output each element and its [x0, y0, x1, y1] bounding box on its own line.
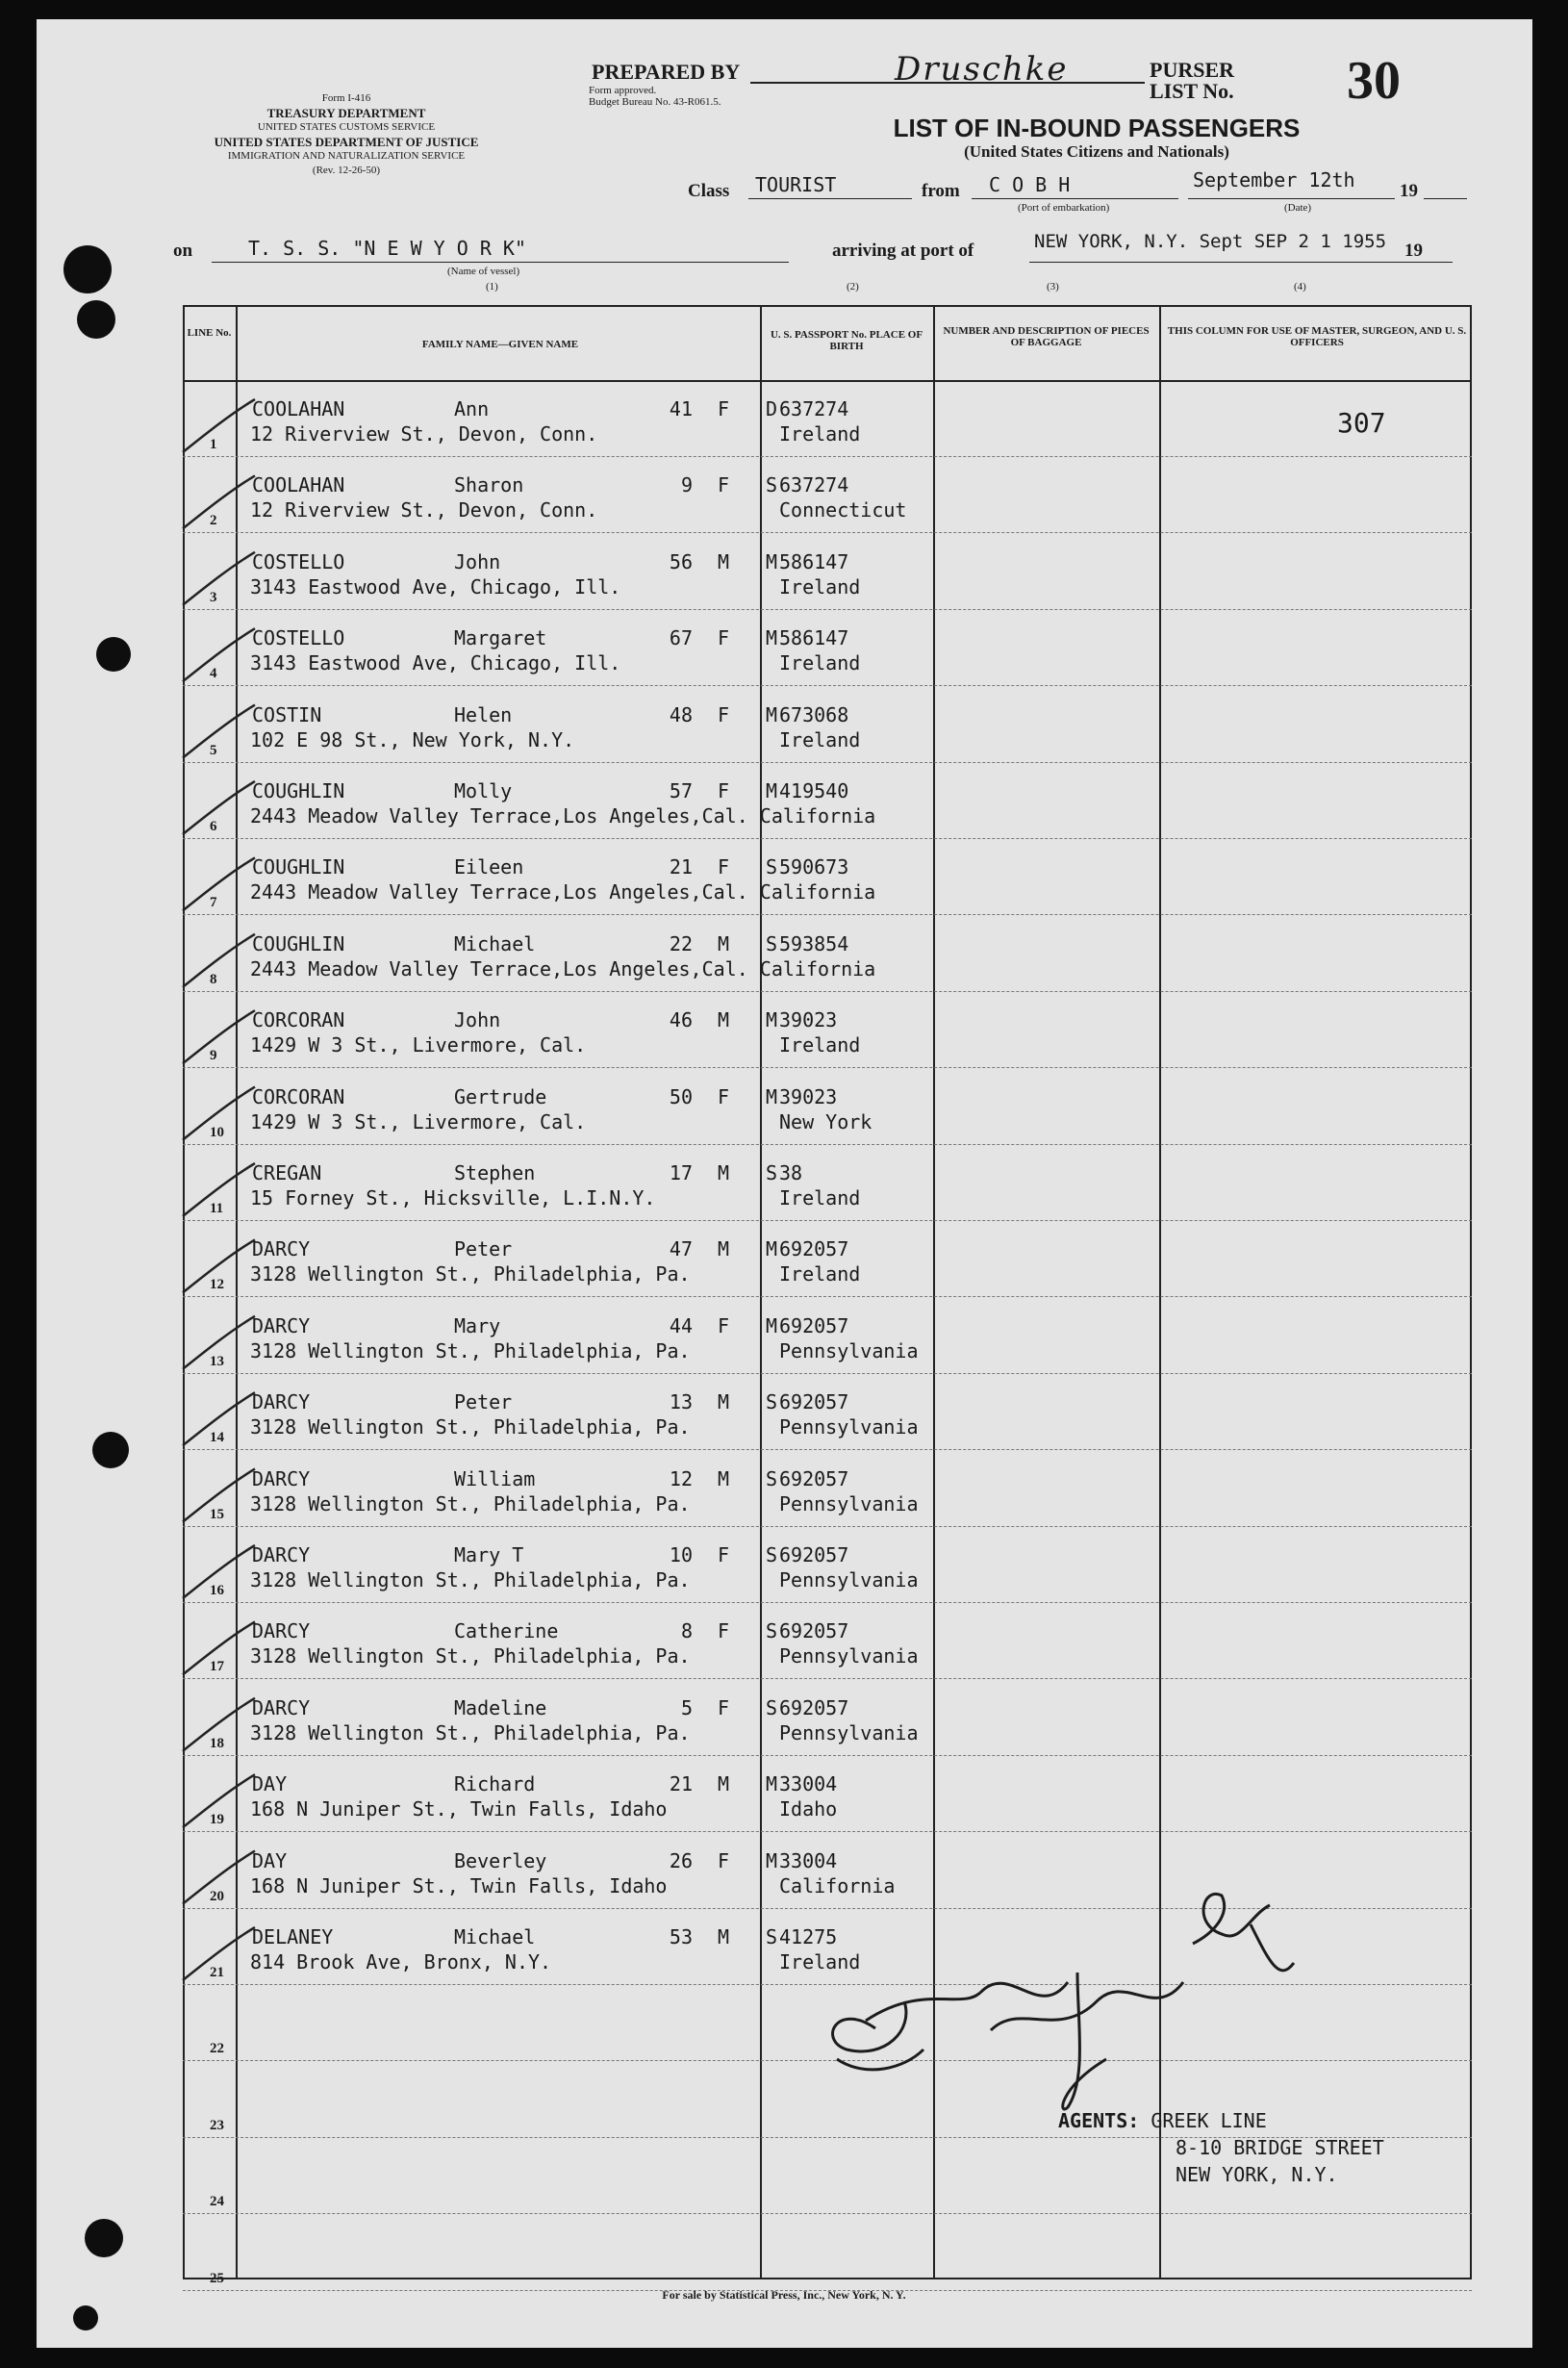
- row-passport: 692057: [779, 1543, 849, 1566]
- row-age: 17: [669, 1161, 693, 1184]
- row-given: Gertrude: [454, 1084, 547, 1108]
- check-mark: [183, 1774, 255, 1827]
- year-suffix: 19: [1404, 241, 1423, 261]
- prepared-by-signature: Druschke: [895, 50, 1069, 89]
- row-address: 1429 W 3 St., Livermore, Cal.: [250, 1109, 587, 1133]
- check-mark: [183, 1087, 255, 1140]
- check-mark: [183, 1698, 255, 1751]
- row-line-number: 16: [210, 1583, 224, 1598]
- check-mark: [183, 1163, 255, 1216]
- row-birth: Ireland: [779, 1950, 861, 1973]
- row-given: Sharon: [454, 473, 524, 497]
- customs-service: UNITED STATES CUSTOMS SERVICE: [257, 121, 436, 133]
- row-birth: Ireland: [779, 574, 861, 598]
- row-line-number: 24: [210, 2194, 224, 2210]
- class-label: Class: [688, 181, 730, 201]
- row-birth: Pennsylvania: [779, 1568, 919, 1591]
- row-marital: S: [766, 1161, 778, 1184]
- row-given: Peter: [454, 1237, 513, 1261]
- row-birth: Ireland: [779, 727, 861, 751]
- date-caption: (Date): [1284, 202, 1312, 214]
- row-line-number: 18: [210, 1735, 224, 1751]
- row-line-number: 11: [210, 1201, 224, 1216]
- row-passport: 39023: [779, 1084, 838, 1108]
- row-address: 3128 Wellington St., Philadelphia, Pa.: [250, 1568, 691, 1591]
- row-marital: S: [766, 1925, 778, 1948]
- row-sex: M: [718, 1925, 730, 1948]
- form-number: Form I-416: [321, 92, 371, 104]
- row-age: 56: [669, 549, 693, 573]
- row-marital: M: [766, 1237, 778, 1261]
- row-sex: F: [718, 473, 730, 497]
- row-age: 46: [669, 1008, 693, 1032]
- row-line-number: 15: [210, 1506, 224, 1522]
- row-marital: S: [766, 1543, 778, 1566]
- row-marital: M: [766, 626, 778, 650]
- row-birth: Ireland: [779, 1262, 861, 1286]
- row-marital: S: [766, 1695, 778, 1719]
- row-birth: Connecticut: [779, 498, 907, 522]
- row-family: DARCY: [252, 1237, 311, 1261]
- row-sex: F: [718, 1848, 730, 1872]
- row-marital: S: [766, 1466, 778, 1490]
- row-line-number: 20: [210, 1888, 224, 1904]
- row-family: COSTIN: [252, 702, 322, 726]
- row-given: Michael: [454, 931, 536, 955]
- row-birth: Ireland: [779, 422, 861, 446]
- arrival-value: NEW YORK, N.Y. Sept SEP 2 1 1955: [1034, 231, 1387, 252]
- year-prefix: 19: [1400, 181, 1418, 201]
- row-passport: 419540: [779, 779, 849, 802]
- row-family: DAY: [252, 1848, 288, 1872]
- row-passport: 692057: [779, 1313, 849, 1337]
- row-address: 2443 Meadow Valley Terrace,Los Angeles,Cal. California: [250, 956, 876, 980]
- row-line-number: 3: [210, 589, 217, 605]
- row-given: Ann: [454, 397, 490, 420]
- row-line-number: 21: [210, 1965, 224, 1980]
- row-sex: F: [718, 626, 730, 650]
- row-given: Peter: [454, 1390, 513, 1414]
- row-address: 15 Forney St., Hicksville, L.I.N.Y.: [250, 1186, 656, 1209]
- row-sex: F: [718, 1619, 730, 1643]
- row-marital: M: [766, 1084, 778, 1108]
- row-marital: M: [766, 1008, 778, 1032]
- row-birth: Ireland: [779, 651, 861, 675]
- row-age: 9: [680, 473, 693, 497]
- row-passport: 692057: [779, 1390, 849, 1414]
- row-age: 10: [669, 1543, 693, 1566]
- row-family: CORCORAN: [252, 1008, 345, 1032]
- row-family: CREGAN: [252, 1161, 322, 1184]
- row-family: COSTELLO: [252, 626, 345, 650]
- row-line-number: 12: [210, 1277, 224, 1293]
- row-line-number: 10: [210, 1124, 224, 1140]
- check-mark: [183, 1545, 255, 1598]
- row-age: 50: [669, 1084, 693, 1108]
- row-note: 307: [1337, 407, 1386, 439]
- row-birth: Idaho: [779, 1797, 838, 1821]
- header-name: FAMILY NAME—GIVEN NAME: [421, 339, 579, 350]
- row-passport: 33004: [779, 1848, 838, 1872]
- row-family: COOLAHAN: [252, 397, 345, 420]
- row-address: 3143 Eastwood Ave, Chicago, Ill.: [250, 651, 621, 675]
- date-value: September 12th: [1193, 168, 1355, 191]
- page-subtitle: (United States Citizens and Nationals): [964, 142, 1229, 161]
- row-given: John: [454, 549, 501, 573]
- row-sex: F: [718, 779, 730, 802]
- header-line-no: LINE No.: [187, 327, 232, 339]
- row-family: COUGHLIN: [252, 855, 345, 879]
- check-mark: [183, 1469, 255, 1522]
- row-passport: 41275: [779, 1925, 838, 1948]
- row-sex: F: [718, 702, 730, 726]
- row-marital: S: [766, 1390, 778, 1414]
- row-family: DARCY: [252, 1543, 311, 1566]
- purser-label: PURSER: [1150, 58, 1235, 82]
- row-age: 57: [669, 779, 693, 802]
- row-age: 44: [669, 1313, 693, 1337]
- row-address: 12 Riverview St., Devon, Conn.: [250, 422, 598, 446]
- col2-caption: (2): [847, 281, 859, 293]
- header-passport: U. S. PASSPORT No. PLACE OF BIRTH: [770, 329, 923, 352]
- row-birth: New York: [779, 1109, 873, 1133]
- form-approved-text: Form approved.: [589, 85, 657, 96]
- row-family: COOLAHAN: [252, 473, 345, 497]
- row-given: Eileen: [454, 855, 524, 879]
- row-age: 12: [669, 1466, 693, 1490]
- row-marital: S: [766, 931, 778, 955]
- row-sex: F: [718, 397, 730, 420]
- row-passport: 692057: [779, 1695, 849, 1719]
- row-age: 21: [669, 1772, 693, 1796]
- row-line-number: 17: [210, 1659, 224, 1675]
- arriving-label: arriving at port of: [832, 241, 974, 261]
- check-mark: [183, 705, 255, 758]
- class-value: TOURIST: [755, 173, 837, 196]
- check-mark: [183, 399, 255, 452]
- row-sex: M: [718, 1466, 730, 1490]
- on-label: on: [173, 241, 193, 261]
- row-marital: M: [766, 1772, 778, 1796]
- row-line-number: 25: [210, 2270, 224, 2286]
- row-address: 3128 Wellington St., Philadelphia, Pa.: [250, 1644, 691, 1668]
- row-address: 2443 Meadow Valley Terrace,Los Angeles,Cal. California: [250, 880, 876, 904]
- row-passport: 692057: [779, 1619, 849, 1643]
- row-sex: F: [718, 1313, 730, 1337]
- check-mark: [183, 1392, 255, 1445]
- row-passport: 38: [779, 1161, 803, 1184]
- officer-signature: [833, 1894, 1294, 2109]
- row-given: Molly: [454, 779, 513, 802]
- check-mark: [183, 1010, 255, 1063]
- row-age: 48: [669, 702, 693, 726]
- agents-line1: GREEK LINE: [1151, 2109, 1267, 2132]
- row-family: CORCORAN: [252, 1084, 345, 1108]
- col3-caption: (3): [1047, 281, 1059, 293]
- row-marital: M: [766, 779, 778, 802]
- row-family: COUGHLIN: [252, 931, 345, 955]
- dept-justice: UNITED STATES DEPARTMENT OF JUSTICE: [214, 135, 479, 149]
- list-number: 30: [1347, 51, 1401, 111]
- row-given: Michael: [454, 1925, 536, 1948]
- col1-caption: (1): [486, 281, 498, 293]
- row-passport: 692057: [779, 1466, 849, 1490]
- row-address: 1429 W 3 St., Livermore, Cal.: [250, 1033, 587, 1057]
- dept-treasury: TREASURY DEPARTMENT: [266, 106, 426, 120]
- row-passport: 590673: [779, 855, 849, 879]
- row-marital: D: [766, 397, 778, 420]
- check-mark: [183, 934, 255, 987]
- row-given: Catherine: [454, 1619, 559, 1643]
- row-line-number: 9: [210, 1048, 217, 1064]
- row-line-number: 5: [210, 742, 217, 758]
- row-sex: F: [718, 1695, 730, 1719]
- row-sex: F: [718, 855, 730, 879]
- row-age: 67: [669, 626, 693, 650]
- row-sex: F: [718, 1084, 730, 1108]
- row-line-number: 19: [210, 1812, 224, 1828]
- row-marital: M: [766, 549, 778, 573]
- row-line-number: 22: [210, 2041, 224, 2057]
- check-mark: [183, 1851, 255, 1904]
- row-address: 3128 Wellington St., Philadelphia, Pa.: [250, 1720, 691, 1744]
- row-passport: 637274: [779, 473, 849, 497]
- row-birth: Ireland: [779, 1186, 861, 1209]
- row-passport: 593854: [779, 931, 849, 955]
- row-line-number: 1: [210, 437, 217, 452]
- check-mark: [183, 781, 255, 834]
- row-passport: 33004: [779, 1772, 838, 1796]
- row-family: DELANEY: [252, 1925, 334, 1948]
- from-value: C O B H: [989, 173, 1071, 196]
- row-address: 3128 Wellington St., Philadelphia, Pa.: [250, 1491, 691, 1515]
- row-sex: M: [718, 1772, 730, 1796]
- row-address: 3128 Wellington St., Philadelphia, Pa.: [250, 1338, 691, 1362]
- row-marital: M: [766, 1848, 778, 1872]
- row-address: 3143 Eastwood Ave, Chicago, Ill.: [250, 574, 621, 598]
- row-birth: Pennsylvania: [779, 1720, 919, 1744]
- check-mark: [183, 1239, 255, 1292]
- row-passport: 673068: [779, 702, 849, 726]
- check-mark: [183, 628, 255, 681]
- row-address: 12 Riverview St., Devon, Conn.: [250, 498, 598, 522]
- row-passport: 39023: [779, 1008, 838, 1032]
- prepared-by-label: PREPARED BY: [592, 60, 741, 84]
- agents-line3: NEW YORK, N.Y.: [1176, 2163, 1338, 2186]
- row-family: COUGHLIN: [252, 779, 345, 802]
- row-age: 41: [669, 397, 693, 420]
- row-line-number: 8: [210, 971, 217, 987]
- row-given: Stephen: [454, 1161, 536, 1184]
- row-birth: Pennsylvania: [779, 1415, 919, 1439]
- row-birth: Pennsylvania: [779, 1644, 919, 1668]
- row-marital: S: [766, 855, 778, 879]
- row-age: 26: [669, 1848, 693, 1872]
- row-marital: M: [766, 1313, 778, 1337]
- row-family: DARCY: [252, 1466, 311, 1490]
- row-given: Richard: [454, 1772, 536, 1796]
- row-passport: 586147: [779, 549, 849, 573]
- row-marital: S: [766, 1619, 778, 1643]
- row-passport: 692057: [779, 1237, 849, 1261]
- row-address: 3128 Wellington St., Philadelphia, Pa.: [250, 1262, 691, 1286]
- row-address: 814 Brook Ave, Bronx, N.Y.: [250, 1950, 552, 1973]
- row-passport: 586147: [779, 626, 849, 650]
- printer-footer: For sale by Statistical Press, Inc., New York, N. Y.: [662, 2288, 906, 2302]
- row-line-number: 13: [210, 1353, 224, 1369]
- header-officials: THIS COLUMN FOR USE OF MASTER, SURGEON, AND U. S. OFFICERS: [1167, 325, 1467, 348]
- row-passport: 637274: [779, 397, 849, 420]
- row-age: 5: [680, 1695, 693, 1719]
- row-family: DARCY: [252, 1313, 311, 1337]
- row-family: COSTELLO: [252, 549, 345, 573]
- check-mark: [183, 475, 255, 528]
- row-birth: Pennsylvania: [779, 1491, 919, 1515]
- row-family: DARCY: [252, 1390, 311, 1414]
- row-address: 3128 Wellington St., Philadelphia, Pa.: [250, 1415, 691, 1439]
- row-age: 53: [669, 1925, 693, 1948]
- row-age: 47: [669, 1237, 693, 1261]
- row-age: 8: [680, 1619, 693, 1643]
- vessel-caption: (Name of vessel): [447, 266, 520, 277]
- from-label: from: [922, 181, 960, 201]
- row-family: DAY: [252, 1772, 288, 1796]
- row-given: Beverley: [454, 1848, 547, 1872]
- row-given: Margaret: [454, 626, 547, 650]
- row-family: DARCY: [252, 1695, 311, 1719]
- row-given: Madeline: [454, 1695, 547, 1719]
- ins-service: IMMIGRATION AND NATURALIZATION SERVICE: [227, 150, 466, 162]
- row-age: 13: [669, 1390, 693, 1414]
- header-baggage: NUMBER AND DESCRIPTION OF PIECES OF BAGGAGE: [943, 325, 1150, 348]
- row-given: William: [454, 1466, 536, 1490]
- agents-line2: 8-10 BRIDGE STREET: [1176, 2136, 1384, 2159]
- row-address: 102 E 98 St., New York, N.Y.: [250, 727, 575, 751]
- row-sex: M: [718, 1237, 730, 1261]
- row-line-number: 7: [210, 895, 217, 911]
- row-given: John: [454, 1008, 501, 1032]
- row-given: Mary T: [454, 1543, 524, 1566]
- row-birth: California: [779, 1873, 896, 1897]
- form-revision: (Rev. 12-26-50): [312, 165, 381, 176]
- row-family: DARCY: [252, 1619, 311, 1643]
- row-marital: S: [766, 473, 778, 497]
- row-address: 168 N Juniper St., Twin Falls, Idaho: [250, 1797, 668, 1821]
- row-age: 21: [669, 855, 693, 879]
- row-given: Helen: [454, 702, 513, 726]
- page-title: LIST OF IN-BOUND PASSENGERS: [893, 114, 1301, 142]
- row-birth: Pennsylvania: [779, 1338, 919, 1362]
- row-sex: M: [718, 1390, 730, 1414]
- row-sex: M: [718, 549, 730, 573]
- row-sex: M: [718, 1008, 730, 1032]
- row-address: 2443 Meadow Valley Terrace,Los Angeles,Cal. California: [250, 804, 876, 828]
- check-mark: [183, 552, 255, 605]
- check-mark: [183, 857, 255, 910]
- row-sex: M: [718, 1161, 730, 1184]
- row-address: 168 N Juniper St., Twin Falls, Idaho: [250, 1873, 668, 1897]
- row-birth: Ireland: [779, 1033, 861, 1057]
- vessel-value: T. S. S. "N E W Y O R K": [248, 237, 526, 260]
- row-line-number: 14: [210, 1430, 224, 1446]
- row-sex: F: [718, 1543, 730, 1566]
- budget-bureau-text: Budget Bureau No. 43-R061.5.: [589, 96, 721, 108]
- check-mark: [183, 1316, 255, 1369]
- row-line-number: 4: [210, 666, 217, 682]
- check-mark: [183, 1621, 255, 1674]
- row-line-number: 6: [210, 819, 217, 834]
- row-age: 22: [669, 931, 693, 955]
- row-given: Mary: [454, 1313, 501, 1337]
- port-caption: (Port of embarkation): [1018, 202, 1110, 214]
- col4-caption: (4): [1294, 281, 1306, 293]
- agents-label: AGENTS:: [1058, 2109, 1140, 2132]
- list-no-label: LIST No.: [1150, 79, 1234, 103]
- row-sex: M: [718, 931, 730, 955]
- check-mark: [183, 1927, 255, 1980]
- row-line-number: 2: [210, 513, 217, 529]
- row-marital: M: [766, 702, 778, 726]
- row-line-number: 23: [210, 2117, 224, 2133]
